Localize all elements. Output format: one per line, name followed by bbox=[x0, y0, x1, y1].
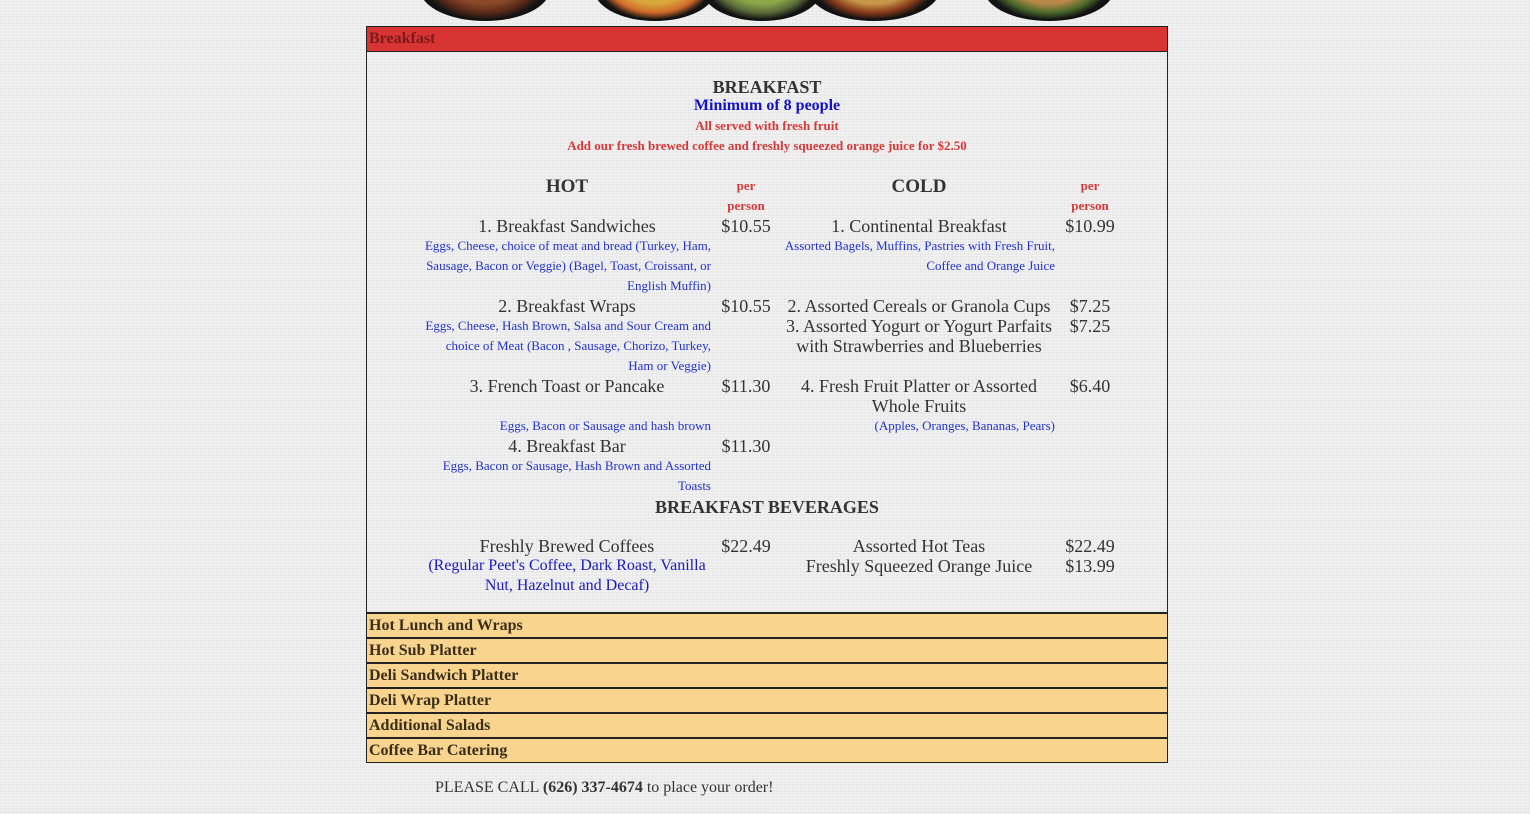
beverage-price: $13.99 bbox=[1065, 556, 1115, 576]
cold-item-price: $10.99 bbox=[1065, 216, 1115, 236]
plate-image-1 bbox=[420, 0, 550, 21]
beverages-heading: BREAKFAST BEVERAGES bbox=[655, 497, 879, 517]
hot-item-price: $10.55 bbox=[721, 216, 771, 236]
cold-item-name: 3. Assorted Yogurt or Yogurt Parfaits with Strawberries and Blueberries bbox=[785, 316, 1053, 356]
beverage-name: Assorted Hot Teas bbox=[852, 536, 986, 556]
hot-item-name: 3. French Toast or Pancake bbox=[469, 376, 665, 396]
hot-item-name: 4. Breakfast Bar bbox=[508, 436, 626, 456]
hot-item-price: $11.30 bbox=[721, 436, 771, 456]
cold-item-desc: Assorted Bagels, Muffins, Pastries with Fresh Fruit, Coffee and Orange Juice bbox=[784, 238, 1055, 273]
minimum-people-note: Minimum of 8 people bbox=[693, 97, 841, 114]
section-header-additional-salads[interactable]: Additional Salads bbox=[367, 713, 1167, 738]
beverage-desc: (Regular Peet's Coffee, Dark Roast, Vanilla Nut, Hazelnut and Decaf) bbox=[428, 557, 706, 594]
cold-item-price: $6.40 bbox=[1069, 376, 1111, 396]
hot-item-price: $11.30 bbox=[721, 376, 771, 396]
cold-item-name: 4. Fresh Fruit Platter or Assorted Whole Fruits bbox=[801, 376, 1037, 416]
beverage-price: $22.49 bbox=[721, 536, 771, 556]
hot-item-desc: Eggs, Cheese, Hash Brown, Salsa and Sour Cream and choice of Meat (Bacon , Sausage, Chorizo, Turkey, Ham or Veggie) bbox=[425, 318, 711, 373]
section-header-hot-sub-platter[interactable]: Hot Sub Platter bbox=[367, 638, 1167, 663]
breakfast-panel bbox=[367, 52, 1167, 613]
beverage-name: Freshly Brewed Coffees bbox=[479, 536, 655, 556]
hot-per-label: per person bbox=[727, 178, 765, 213]
plate-image-2 bbox=[594, 0, 716, 21]
section-header-deli-sandwich-platter[interactable]: Deli Sandwich Platter bbox=[367, 663, 1167, 688]
cold-heading: COLD bbox=[891, 176, 947, 197]
plate-image-5 bbox=[984, 0, 1114, 21]
section-header-coffee-bar-catering[interactable]: Coffee Bar Catering bbox=[367, 738, 1167, 763]
hot-item-desc: Eggs, Cheese, choice of meat and bread (Turkey, Ham, Sausage, Bacon or Veggie) (Bagel, Toast, Croissant, or English Muffin) bbox=[424, 238, 711, 293]
header-food-images bbox=[0, 0, 1530, 24]
phone-number[interactable]: (626) 337-4674 bbox=[542, 779, 643, 796]
cold-item-price: $7.25 bbox=[1069, 296, 1111, 316]
cold-item-name: 1. Continental Breakfast bbox=[831, 216, 1007, 236]
cold-item-name: 2. Assorted Cereals or Granola Cups bbox=[787, 296, 1051, 316]
cold-per-label: per person bbox=[1071, 178, 1109, 213]
section-header-breakfast[interactable]: Breakfast bbox=[367, 27, 1167, 52]
section-header-hot-lunch-and-wraps[interactable]: Hot Lunch and Wraps bbox=[367, 613, 1167, 638]
hot-item-price: $10.55 bbox=[721, 296, 771, 316]
cold-item-price: $7.25 bbox=[1069, 316, 1111, 336]
order-call-note: PLEASE CALL (626) 337-4674 to place your order! bbox=[435, 779, 774, 796]
plate-image-4 bbox=[808, 0, 940, 21]
hot-item-name: 1. Breakfast Sandwiches bbox=[478, 216, 656, 236]
catering-menu bbox=[366, 26, 1168, 763]
hot-item-name: 2. Breakfast Wraps bbox=[498, 296, 636, 316]
beverage-name: Freshly Squeezed Orange Juice bbox=[805, 556, 1033, 576]
served-with-note: All served with fresh fruit bbox=[695, 118, 839, 133]
section-header-deli-wrap-platter[interactable]: Deli Wrap Platter bbox=[367, 688, 1167, 713]
addon-note: Add our fresh brewed coffee and freshly squeezed orange juice for $2.50 bbox=[567, 138, 967, 153]
plate-image-3 bbox=[702, 0, 822, 21]
cold-item-desc: (Apples, Oranges, Bananas, Pears) bbox=[874, 418, 1055, 433]
beverage-price: $22.49 bbox=[1065, 536, 1115, 556]
hot-item-desc: Eggs, Bacon or Sausage and hash brown bbox=[499, 418, 711, 433]
hot-heading: HOT bbox=[545, 176, 589, 197]
breakfast-title: BREAKFAST bbox=[712, 77, 822, 97]
hot-item-desc: Eggs, Bacon or Sausage, Hash Brown and Assorted Toasts bbox=[442, 458, 711, 493]
